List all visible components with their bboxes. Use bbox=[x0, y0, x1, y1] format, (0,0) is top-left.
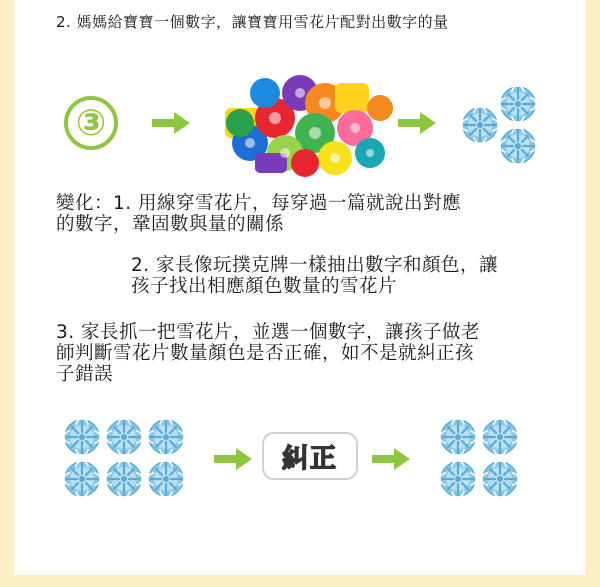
item-two-text: 2. 家長像玩撲克牌一樣抽出數字和顏色，讓 孩子找出相應顏色數量的雪花片 bbox=[131, 255, 499, 297]
snowflake-piece-icon bbox=[482, 419, 518, 455]
snowflake-piece-icon bbox=[148, 419, 184, 455]
snowflake-piece-icon bbox=[440, 461, 476, 497]
step-title: 2. 媽媽給寶寶一個數字，讓寶寶用雪花片配對出數字的量 bbox=[56, 13, 449, 31]
snowflake-piece-icon bbox=[462, 107, 498, 143]
snowflake-piece-icon bbox=[148, 461, 184, 497]
fix-label: 糾正 bbox=[262, 432, 358, 480]
snowflake-group-wrong bbox=[62, 415, 192, 505]
snowflake-piece-icon bbox=[64, 461, 100, 497]
snowflake-pile-image bbox=[205, 68, 395, 178]
arrow-right-icon bbox=[398, 112, 436, 134]
variation-text: 變化：1. 用線穿雪花片，每穿過一篇就說出對應 的數字，鞏固數與量的關係 bbox=[56, 193, 462, 235]
snowflake-piece-icon bbox=[64, 419, 100, 455]
snowflake-group-corrected bbox=[435, 415, 525, 505]
snowflake-piece-icon bbox=[440, 419, 476, 455]
snowflake-piece-icon bbox=[106, 419, 142, 455]
number-three-badge: ③ bbox=[64, 96, 118, 150]
arrow-right-icon bbox=[152, 112, 190, 134]
arrow-right-icon bbox=[372, 448, 410, 470]
arrow-right-icon bbox=[214, 448, 252, 470]
snowflake-piece-icon bbox=[500, 128, 536, 164]
snowflake-piece-icon bbox=[482, 461, 518, 497]
item-three-text: 3. 家長抓一把雪花片，並選一個數字，讓孩子做老 師判斷雪花片數量顏色是否正確，如不是就糾正孩 子錯誤 bbox=[56, 322, 481, 385]
snowflake-group-three bbox=[455, 80, 560, 170]
snowflake-piece-icon bbox=[106, 461, 142, 497]
snowflake-piece-icon bbox=[500, 86, 536, 122]
